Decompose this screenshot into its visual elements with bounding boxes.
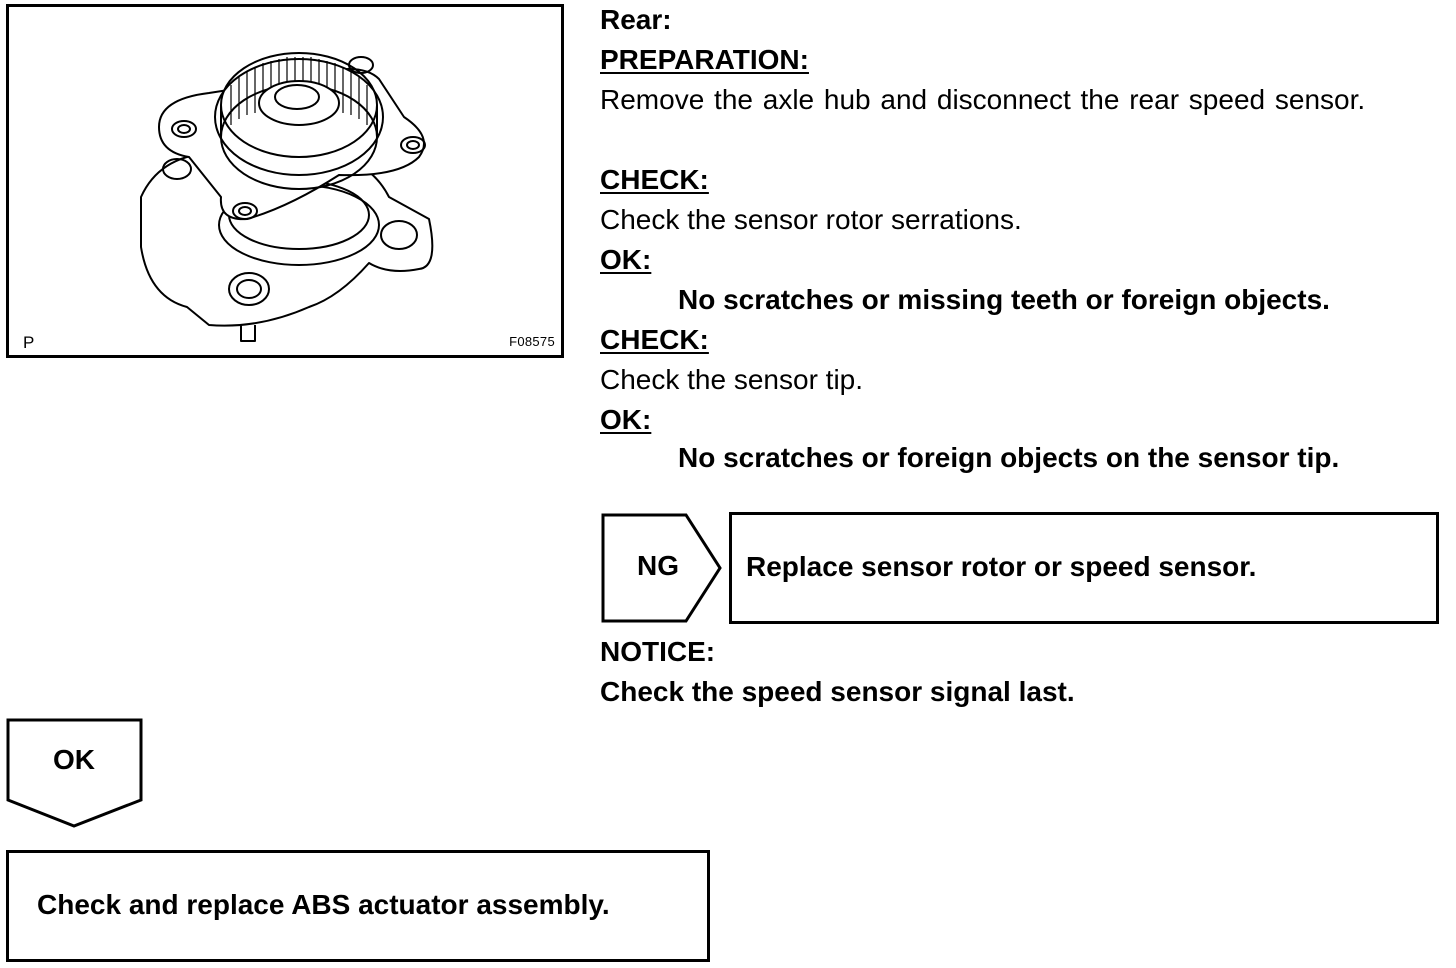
figure-code: F08575 bbox=[509, 334, 555, 349]
ok-action-box bbox=[6, 850, 710, 962]
preparation-label: PREPARATION: bbox=[600, 44, 809, 75]
ok-action-text: Check and replace ABS actuator assembly. bbox=[37, 889, 610, 920]
check2-text: Check the sensor tip. bbox=[600, 364, 864, 395]
axle-hub-figure bbox=[6, 4, 564, 358]
ng-action-text: Replace sensor rotor or speed sensor. bbox=[746, 551, 1257, 582]
ok2-text: No scratches or foreign objects on the sensor tip. bbox=[678, 442, 1340, 473]
notice-label: NOTICE: bbox=[600, 636, 716, 667]
ok2-label: OK: bbox=[600, 404, 652, 435]
check2-label: CHECK: bbox=[600, 324, 709, 355]
rear-axle-hub-illustration-icon bbox=[9, 7, 561, 355]
ok1-label: OK: bbox=[600, 244, 652, 275]
ok-label: OK bbox=[53, 744, 95, 775]
check1-text: Check the sensor rotor serrations. bbox=[600, 204, 1022, 235]
heading: Rear: bbox=[600, 4, 672, 35]
ng-action-box bbox=[729, 512, 1439, 624]
notice-text: Check the speed sensor signal last. bbox=[600, 676, 1075, 707]
preparation-text: Remove the axle hub and disconnect the rear speed sensor. bbox=[600, 84, 1366, 115]
ok1-text: No scratches or missing teeth or foreign objects. bbox=[678, 284, 1330, 315]
ng-label: NG bbox=[637, 550, 679, 581]
check1-label: CHECK: bbox=[600, 164, 709, 195]
figure-corner-label: P bbox=[23, 333, 35, 352]
